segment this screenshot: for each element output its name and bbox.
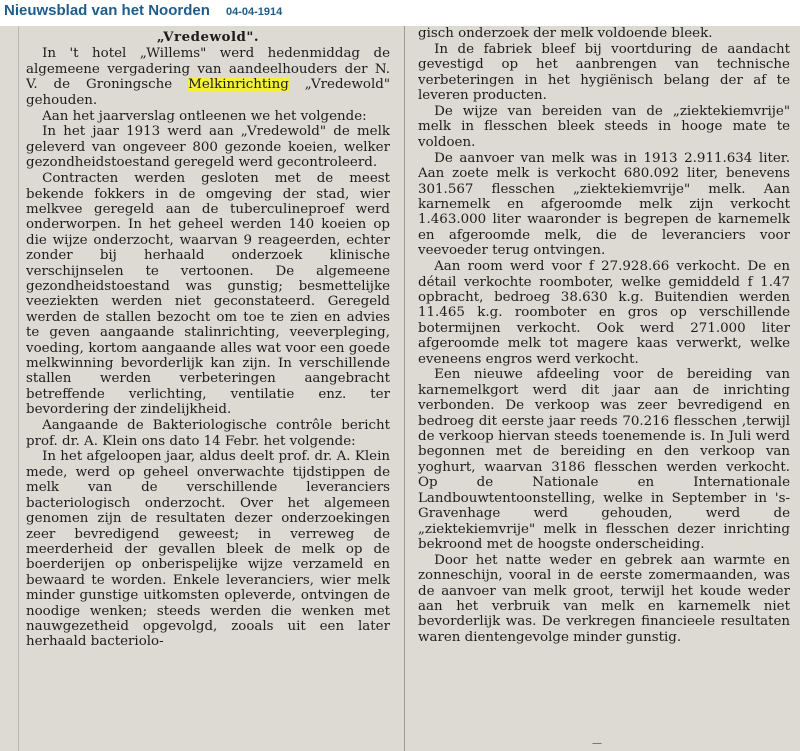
- article-paragraph: [418, 42, 790, 104]
- left-border-line: [18, 26, 19, 751]
- newspaper-clipping: [0, 26, 800, 751]
- paragraph-text: In het afgeloopen jaar, aldus deelt prof. dr. A. Klein mede, werd op geheel onverwachte tijdstippen de melk van de verschillende leveranciers bacteriologisch onderzocht. Over het algemeen genomen zijn de resultaten dezer onderzoekingen zeer bevredigend geweest; in verreweg de meerderheid der gevallen bleek de melk op de boerderijen op onberispelijke wijze verzameld en bewaard te worden. Enkele leveranciers, wier melk minder gunstige uitkomsten opleverde, ontvingen de noodige wenken; steeds werden die wenken met nauwgezetheid opgevolgd, zooals uit een later herhaald bacteriolo-: [26, 449, 390, 650]
- paragraph-text: In het jaar 1913 werd aan „Vredewold" de melk geleverd van ongeveer 800 gezonde koeien, welker gezondheidstoestand geregeld werd gecontroleerd.: [26, 124, 390, 171]
- paragraph-text: Aan room werd voor f 27.928.66 verkocht. De en détail verkochte roomboter, welke gemiddeld f 1.47 opbracht, bedroeg 38.630 k.g. Buitendien werden 11.465 k.g. roomboter en gros op verschillende botermijnen verkocht. Ook werd 271.000 liter afgeroomde melk tot magere kaas verwerkt, welke eveneens engros werd verkocht.: [418, 259, 790, 367]
- article-paragraph: [418, 367, 790, 552]
- article-paragraph: [26, 46, 390, 108]
- article-headline: „Vredewold".: [156, 29, 260, 45]
- article-paragraph: [26, 449, 390, 649]
- article-paragraph: [418, 553, 790, 645]
- paragraph-text: gisch onderzoek der melk voldoende bleek.: [418, 26, 713, 41]
- article-paragraph: [26, 124, 390, 170]
- paragraph-text: Contracten werden gesloten met de meest bekende fokkers in de omgeving der stad, wier melkvee geregeld aan de tuberculineproef werd onderworpen. In het geheel werden 140 koeien op die wijze onderzocht, waarvan 9 reageerden, echter zonder bij herhaald onderzoek klinische verschijnselen te vertoonen. De algemeene gezondheidstoestand was gunstig; besmettelijke veeziekten werden niet geconstateerd. Geregeld werden de stallen bezocht om toe te zien en advies te geven aangaande stalinrichting, veeverpleging, voeding, kortom aangaande alles wat voor een goede melkwinning bevorderlijk kan zijn. In verschillende stallen werden verbeteringen aangebracht betreffende verlichting, ventilatie enz. ter bevordering der zindelijkheid.: [26, 171, 390, 418]
- article-paragraph: [26, 171, 390, 418]
- article-paragraph: [26, 418, 390, 449]
- article-paragraph: [418, 151, 790, 259]
- end-mark: —: [592, 738, 603, 749]
- article-paragraph: [418, 104, 790, 150]
- article-column-right: [418, 26, 790, 751]
- paragraph-text: Een nieuwe afdeeling voor de bereiding van karnemelkgort werd dit jaar aan de inrichting verbonden. De verkoop was zeer bevredigend en bedroeg dit eerste jaar reeds 70.216 flesschen ,terwijl de verkoop hiervan steeds toenemende is. In Juli werd begonnen met de bereiding en den verkoop van yoghurt, waarvan 3186 flesschen werden verkocht. Op de Nationale en Internationale Landbouwtentoonstelling, welke in September in 's-Gravenhage werd gehouden, werd de „ziektekiemvrije" melk in flesschen dezer inrichting bekroond met de hoogste onderscheiding.: [418, 367, 790, 552]
- highlighted-term: Melkinrichting: [188, 77, 289, 93]
- newspaper-title: Nieuwsblad van het Noorden: [4, 2, 210, 19]
- paragraph-text: Aan het jaarverslag ontleenen we het volgende:: [42, 108, 367, 124]
- article-paragraph: [418, 259, 790, 367]
- masthead: [0, 0, 800, 26]
- paragraph-text: Aangaande de Bakteriologische contrôle bericht prof. dr. A. Klein ons dato 14 Febr. het volgende:: [26, 418, 390, 449]
- paragraph-text: In 't hotel „Willems" werd hedenmiddag de algemeene vergadering van aandeelhouders der N. V. de Groningsche: [26, 46, 390, 93]
- paragraph-text: De wijze van bereiden van de „ziektekiemvrije" melk in flesschen bleek steeds in hooge mate te voldoen.: [418, 104, 790, 150]
- paragraph-text: De aanvoer van melk was in 1913 2.911.634 liter. Aan zoete melk is verkocht 680.092 liter, benevens 301.567 flesschen „ziektekiemvrije" melk. Aan karnemelk en afgeroomde melk zijn verkocht 1.463.000 liter waaronder is begrepen de karnemelk en afgeroomde melk, die de leveranciers voor veevoeder terug ontvingen.: [418, 150, 790, 259]
- publication-date: 04-04-1914: [226, 6, 283, 18]
- article-paragraph: [418, 26, 790, 41]
- paragraph-text: In de fabriek bleef bij voortduring de aandacht gevestigd op het aanbrengen van technische verbeteringen in het hygiënisch belang der af te leveren producten.: [418, 41, 790, 104]
- article-column-left: [26, 26, 390, 751]
- paragraph-text: „Vredewold" gehouden.: [26, 77, 390, 108]
- column-divider: [404, 26, 405, 751]
- paragraph-text: Door het natte weder en gebrek aan warmte en zonneschijn, vooral in de eerste zomermaanden, was de aanvoer van melk groot, terwijl het koude weder aan het verbruik van melk en karnemelk niet bevorderlijk was. De verkregen financieele resultaten waren dientengevolge minder gunstig.: [418, 552, 790, 645]
- article-paragraph: [26, 109, 390, 124]
